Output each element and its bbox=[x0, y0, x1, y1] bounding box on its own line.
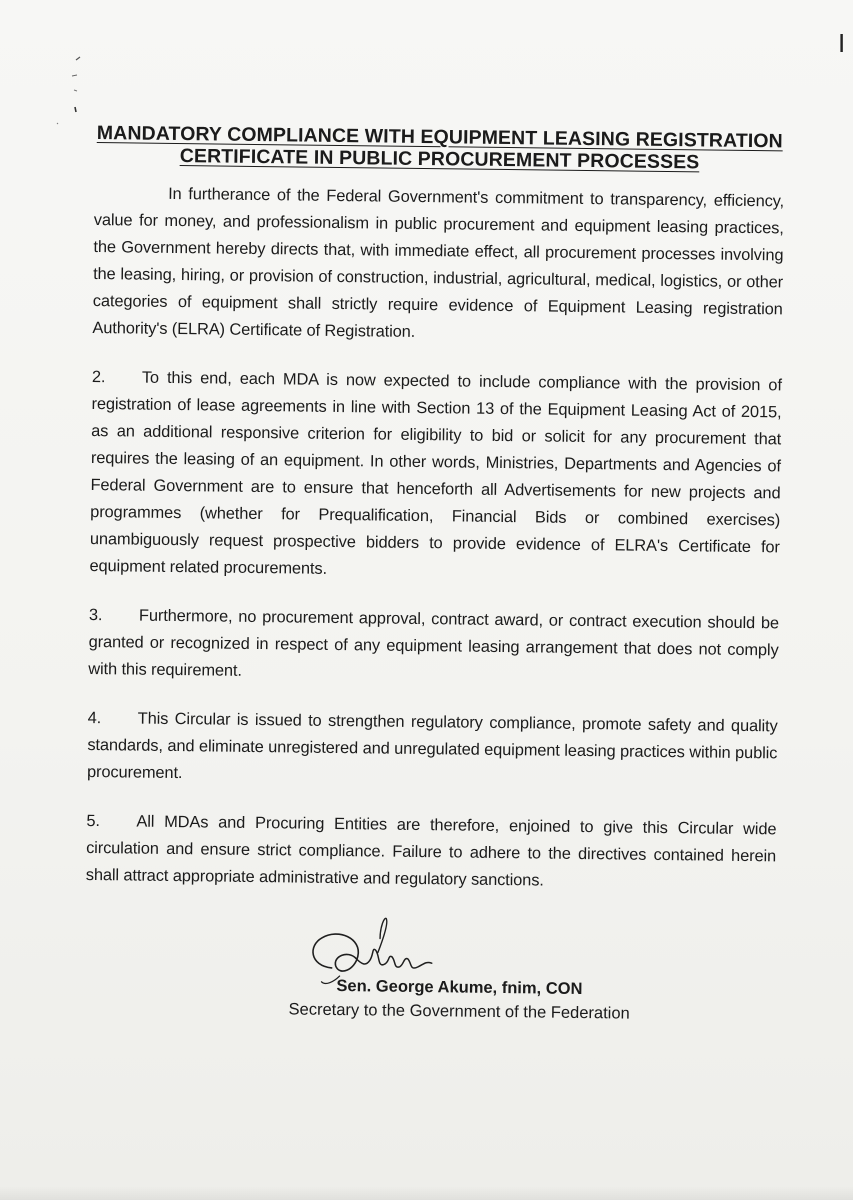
paragraph-5-text: All MDAs and Procuring Entities are therefore, enjoined to give this Circular wide circulation and ensure strict compliance. Failure to adhere to the directives contained herein shall attract appropriate administrative and regulatory sanctions. bbox=[85, 812, 777, 890]
paragraph-5-number: 5. bbox=[86, 811, 101, 831]
paragraph-5 bbox=[86, 808, 777, 897]
paragraph-1 bbox=[92, 180, 784, 350]
paragraph-4-number: 4. bbox=[87, 708, 102, 728]
title-line-1: MANDATORY COMPLIANCE WITH EQUIPMENT LEASING REGISTRATION bbox=[96, 122, 783, 153]
paragraph-4-text: This Circular is issued to strengthen regulatory compliance, promote safety and quality standards, and eliminate unregistered and unregulated equipment leasing practices within public procurement. bbox=[86, 709, 778, 783]
paragraph-4 bbox=[87, 705, 778, 794]
paragraph-3-text: Furthermore, no procurement approval, contract award, or contract execution should be granted or recognized in respect of any equipment leasing arrangement that does not comply with this requirement. bbox=[88, 606, 780, 680]
title-line-2: CERTIFICATE IN PUBLIC PROCUREMENT PROCESSES bbox=[179, 145, 700, 174]
paragraph-3-number: 3. bbox=[88, 605, 103, 625]
paragraph-2-text: To this end, each MDA is now expected to include compliance with the provision of registration of lease agreements in line with Section 13 of the Equipment Leasing Act of 2015, as an additional responsive criterion for eligibility to bid or solicit for any procurement that requires the leasing of an equipment. In other words, Ministries, Departments and Agencies of Federal Government are to ensure that henceforth all Advertisements for new projects and programmes (whether for Prequalification, Financial Bids or combined exercises) unambiguously request prospective bidders to provide evidence of ELRA's Certificate for equipment related procurements. bbox=[89, 368, 782, 578]
circular-body bbox=[84, 122, 785, 1029]
paragraph-2-number: 2. bbox=[91, 367, 106, 387]
signatory-title: Secretary to the Government of the Federation bbox=[288, 1000, 630, 1023]
signatory-name: Sen. George Akume, fnim, CON bbox=[336, 977, 583, 999]
paragraph-3 bbox=[88, 602, 779, 691]
scan-bottom-edge bbox=[0, 1186, 853, 1200]
paragraph-1-text: In furtherance of the Federal Government's commitment to transparency, efficiency, value for money, and professionalism in public procurement and equipment leasing practices, the Government hereby directs that, with immediate effect, all procurement processes involving the leasing, hiring, or provision of construction, industrial, agricultural, medical, logistics, or other categories of equipment shall strictly require evidence of Equipment Leasing registration Authority's (ELRA) Certificate of Registration. bbox=[92, 184, 785, 341]
page-number: I bbox=[838, 28, 846, 58]
paragraph-2 bbox=[89, 364, 782, 588]
document-title bbox=[94, 122, 784, 174]
scan-speck-marks bbox=[50, 50, 90, 140]
signature-block bbox=[84, 911, 775, 1029]
